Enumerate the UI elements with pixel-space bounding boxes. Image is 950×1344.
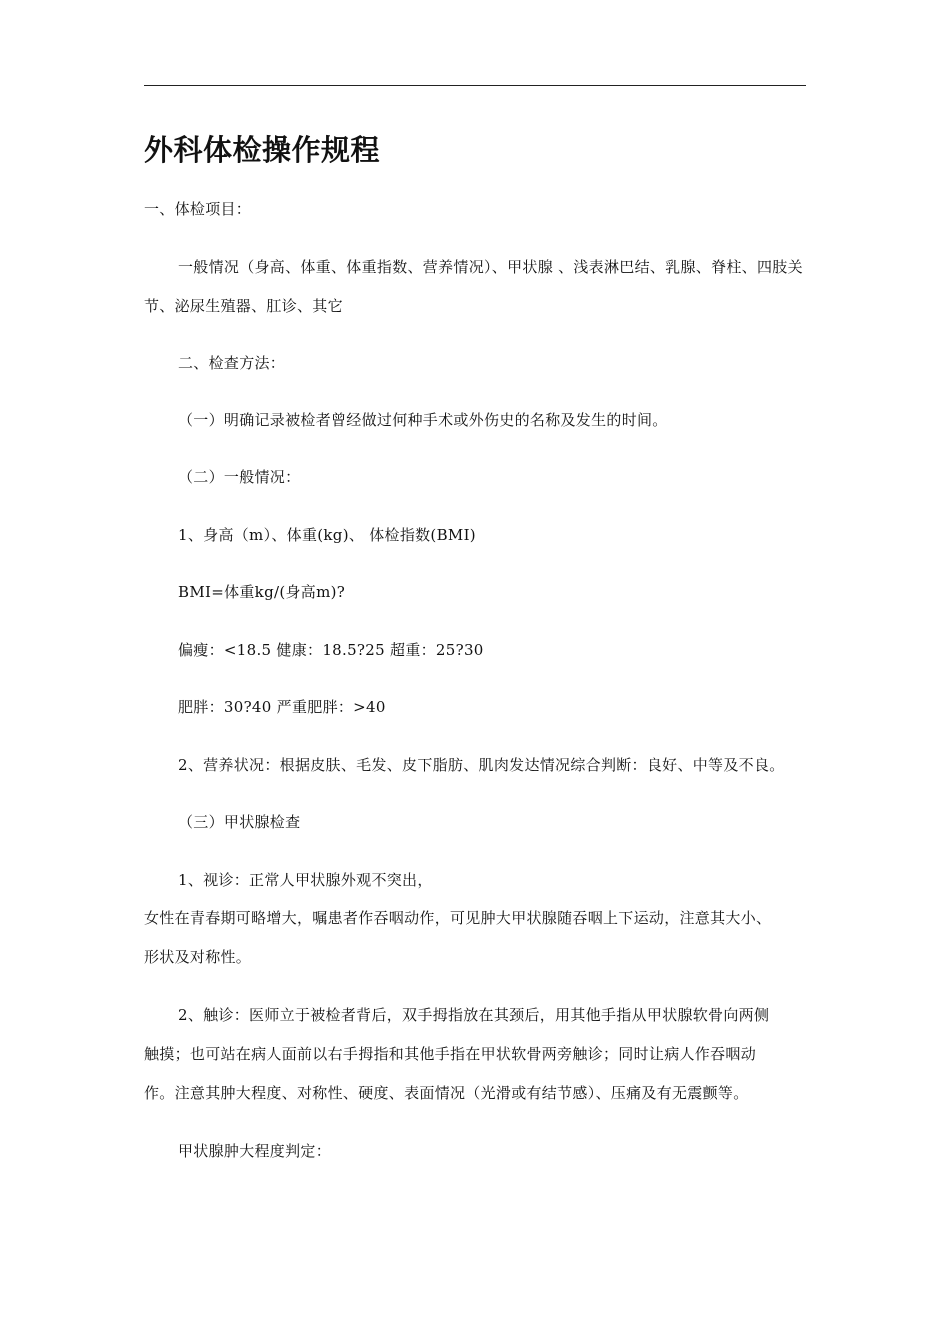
section-heading-methods: 二、检查方法： [178, 354, 286, 372]
paragraph-line: 1、身高（m）、体重(kg)、 体检指数(BMI) [178, 526, 476, 544]
document-title: 外科体检操作规程 [144, 133, 381, 167]
paragraph-line: 甲状腺肿大程度判定： [178, 1142, 332, 1160]
paragraph-line: 触摸；也可站在病人面前以右手拇指和其他手指在甲状软骨两旁触诊；同时让病人作吞咽动 [144, 1045, 757, 1063]
paragraph-line: 形状及对称性。 [144, 948, 252, 966]
subsection-heading: （三）甲状腺检查 [178, 813, 301, 831]
header-rule [144, 85, 806, 86]
paragraph-line: 女性在青春期可略增大，嘱患者作吞咽动作，可见肿大甲状腺随吞咽上下运动，注意其大小、 [144, 909, 772, 927]
paragraph-line: 作。注意其肿大程度、对称性、硬度、表面情况（光滑或有结节感）、压痛及有无震颤等。 [144, 1084, 749, 1102]
formula-line: BMI=体重kg/(身高m)? [178, 583, 346, 601]
paragraph-line: 2、营养状况：根据皮肤、毛发、皮下脂肪、肌肉发达情况综合判断：良好、中等及不良。 [178, 756, 785, 774]
paragraph-line: 1、视诊：正常人甲状腺外观不突出， [178, 871, 433, 889]
paragraph-line: （一）明确记录被检者曾经做过何种手术或外伤史的名称及发生的时间。 [178, 411, 668, 429]
section-heading-items: 一、体检项目： [144, 200, 252, 218]
paragraph-line: 偏瘦：<18.5 健康：18.5?25 超重：25?30 [178, 641, 484, 659]
paragraph-line: 一般情况（身高、体重、体重指数、营养情况）、甲状腺 、浅表淋巴结、乳腺、脊柱、四肢关 [178, 258, 803, 276]
subsection-heading: （二）一般情况： [178, 468, 301, 486]
paragraph-line: 肥胖：30?40 严重肥胖：>40 [178, 698, 386, 716]
paragraph-line: 节、泌尿生殖器、肛诊、其它 [144, 297, 343, 315]
paragraph-line: 2、触诊：医师立于被检者背后，双手拇指放在其颈后，用其他手指从甲状腺软骨向两侧 [178, 1006, 770, 1024]
